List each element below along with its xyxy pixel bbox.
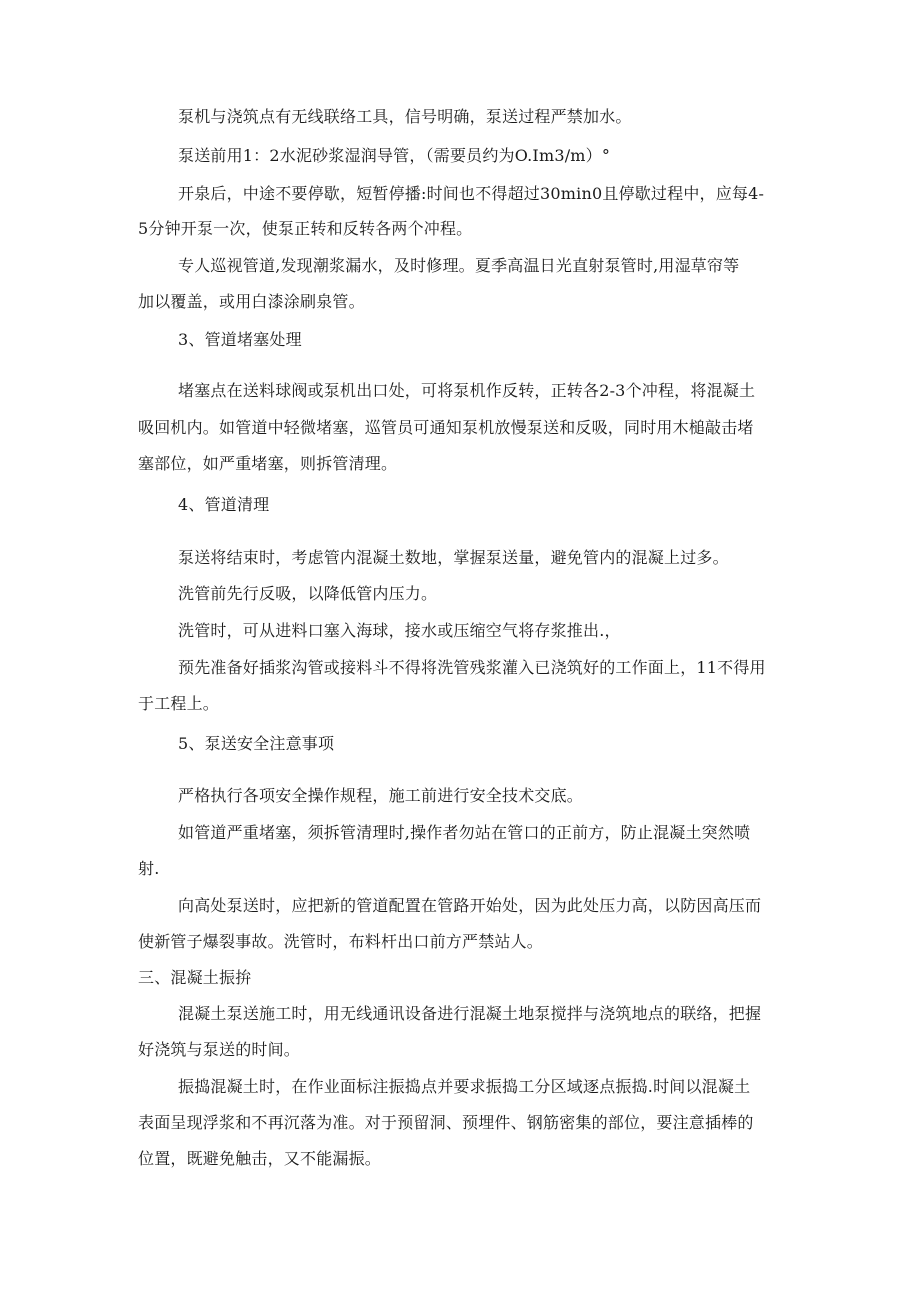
section-3-paragraph-line-2: 吸回机内。如管道中轻微堵塞，巡管员可通知泵机放慢泵送和反吸，同时用木槌敲击堵 <box>138 418 754 437</box>
section-3-paragraph-line-1: 堵塞点在送料球阀或泵机出口处，可将泵机作反转，正转各2-3个冲程，将混凝土 <box>178 381 756 400</box>
section-5-paragraph-3-line-2: 使新管子爆裂事故。洗管时，布料杆出口前方严禁站人。 <box>138 932 544 951</box>
section-4-paragraph-3: 洗管时，可从进料口塞入海球，接水或压缩空气将存浆推出.， <box>178 621 621 640</box>
section-three-paragraph-1-line-1: 混凝土泵送施工时，用无线通讯设备进行混凝土地泵搅拌与浇筑地点的联络，把握 <box>178 1004 762 1023</box>
section-5-paragraph-2-line-2: 射. <box>138 859 160 878</box>
pump-ops-paragraph-2: 泵送前用1：2水泥砂浆湿润导管，（需要员约为O.Im3∕m）° <box>178 146 611 165</box>
section-three-paragraph-2-line-2: 表面呈现浮浆和不再沉落为准。对于预留洞、预埋件、钢筋密集的部位，要注意插棒的 <box>138 1113 754 1132</box>
section-4-heading: 4、管道清理 <box>178 495 270 514</box>
section-3-heading: 3、管道堵塞处理 <box>178 330 302 349</box>
section-three-paragraph-2-line-1: 振捣混凝土时，在作业面标注振捣点并要求振捣工分区域逐点振捣.时间以混凝土 <box>178 1077 751 1096</box>
section-5-heading: 5、泵送安全注意事项 <box>178 734 335 753</box>
section-three-paragraph-1-line-2: 好浇筑与泵送的时间。 <box>138 1040 301 1059</box>
section-5-paragraph-1: 严格执行各项安全操作规程，施工前进行安全技术交底。 <box>178 786 584 805</box>
section-three-heading: 三、混凝土振拚 <box>138 968 252 987</box>
section-three-paragraph-2-line-3: 位置，既避免触击，又不能漏振。 <box>138 1149 382 1168</box>
pump-ops-paragraph-4-line-1: 专人巡视管道,发现潮浆漏水，及时修理。夏季高温日光直射泵管时,用湿草帘等 <box>178 256 740 275</box>
pump-ops-paragraph-3-line-1: 开泉后，中途不要停歇，短暂停播:时间也不得超过30min0且停歇过程中，应每4- <box>178 184 765 203</box>
section-5-paragraph-3-line-1: 向高处泵送时，应把新的管道配置在管路开始处，因为此处压力高，以防因高压而 <box>178 896 762 915</box>
pump-ops-paragraph-4-line-2: 加以覆盖，或用白漆涂刷泉管。 <box>138 292 365 311</box>
section-4-paragraph-4-line-2: 于工程上。 <box>138 694 220 713</box>
pump-ops-paragraph-1: 泵机与浇筑点有无线联络工具，信号明确，泵送过程严禁加水。 <box>178 107 632 126</box>
section-4-paragraph-1: 泵送将结束时，考虑管内混凝土数地，掌握泵送量，避免管内的混凝上过多。 <box>178 548 729 567</box>
section-3-paragraph-line-3: 塞部位，如严重堵塞，则拆管清理。 <box>138 454 398 473</box>
section-5-paragraph-2-line-1: 如管道严重堵塞，须拆管清理时,操作者勿站在管口的正前方，防止混凝土突然喷 <box>178 823 751 842</box>
section-4-paragraph-4-line-1: 预先准备好插浆沟管或接料斗不得将洗管残浆灌入已浇筑好的工作面上，11不得用 <box>178 658 766 677</box>
pump-ops-paragraph-3-line-2: 5分钟开泵一次，使泵正转和反转各两个冲程。 <box>138 219 473 238</box>
section-4-paragraph-2: 洗管前先行反吸，以降低管内压力。 <box>178 584 438 603</box>
